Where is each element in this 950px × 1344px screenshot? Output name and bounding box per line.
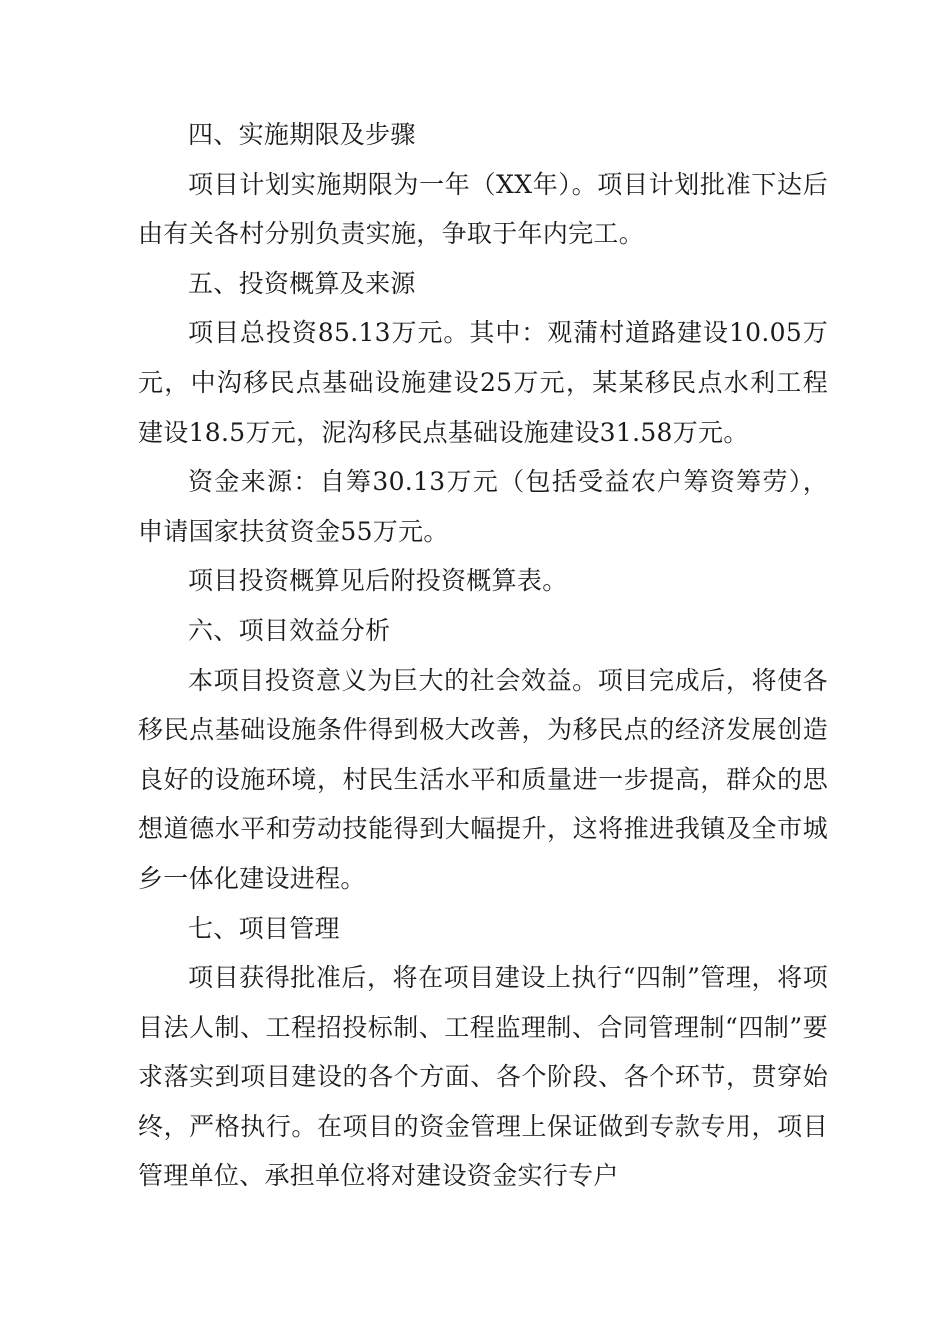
section-heading-5: 五、投资概算及来源: [188, 268, 416, 298]
paragraph-schedule: 项目计划实施期限为一年（XX年）。项目计划批准下达后由有关各村分别负责实施，争取于年内完工。: [138, 169, 828, 249]
paragraph-funding-source: 资金来源：自筹30.13万元（包括受益农户筹资筹劳），申请国家扶贫资金55万元。: [138, 467, 828, 546]
paragraph-investment-total: 项目总投资85.13万元。其中：观蒲村道路建设10.05万元，中沟移民点基础设施建设25万元，某某移民点水利工程建设18.5万元，泥沟移民点基础设施建设31.58万元。: [138, 318, 828, 447]
section-heading-6: 六、项目效益分析: [188, 615, 391, 645]
paragraph-project-management: 项目获得批准后，将在项目建设上执行“四制”管理，将项目法人制、工程招投标制、工程监理制、合同管理制“四制”要求落实到项目建设的各个方面、各个阶段、各个环节，贯穿始终，严格执行。在项目的资金管理上保证做到专款专用，项目管理单位、承担单位将对建设资金实行专户: [138, 963, 828, 1191]
document-body: [138, 110, 828, 1201]
paragraph-benefit-analysis: 本项目投资意义为巨大的社会效益。项目完成后，将使各移民点基础设施条件得到极大改善，为移民点的经济发展创造良好的设施环境，村民生活水平和质量进一步提高，群众的思想道德水平和劳动技能得到大幅提升，这将推进我镇及全市城乡一体化建设进程。: [138, 665, 828, 893]
section-heading-4: 四、实施期限及步骤: [188, 120, 416, 149]
paragraph-budget-reference: 项目投资概算见后附投资概算表。: [188, 566, 568, 596]
section-heading-7: 七、项目管理: [188, 913, 340, 943]
